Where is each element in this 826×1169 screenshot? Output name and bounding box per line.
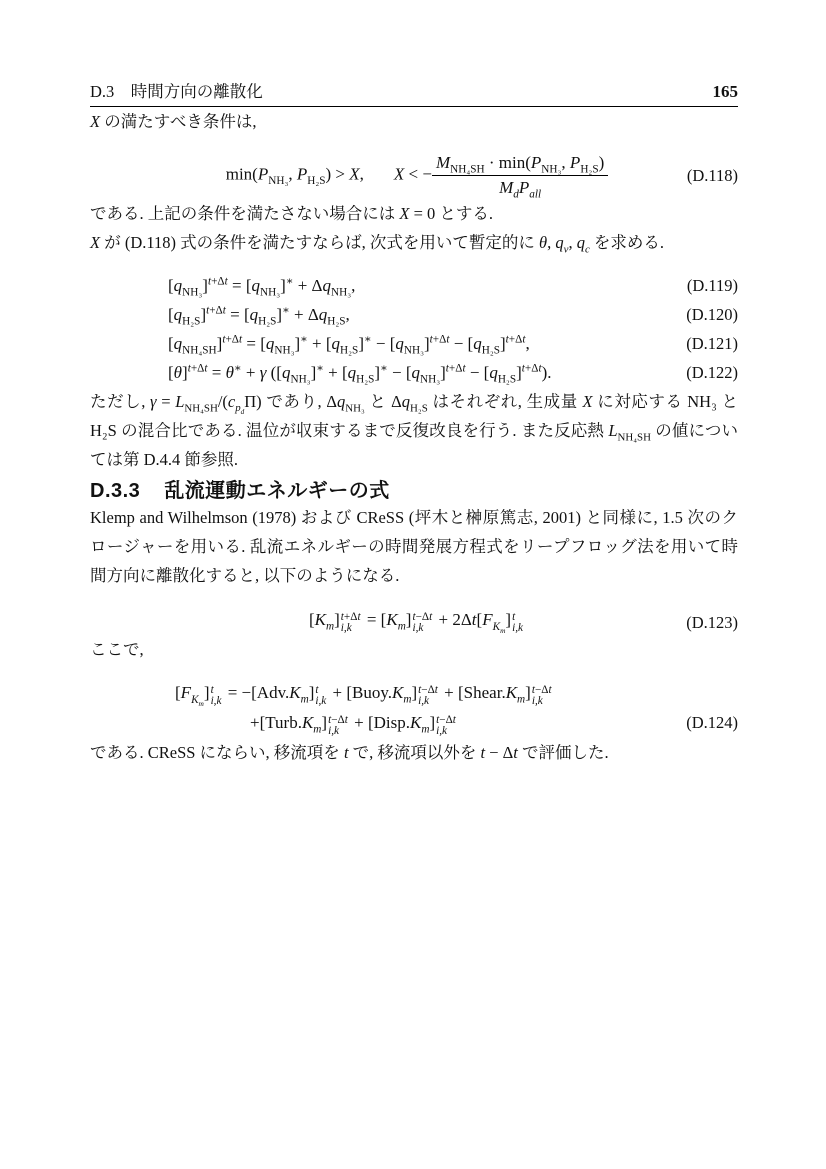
equation-d124-body: [90, 678, 674, 738]
equation-group-d119-d122: [90, 271, 738, 387]
running-head: D.3 時間方向の離散化: [90, 82, 263, 101]
section-number: D.3.3: [90, 480, 141, 503]
equation-d122-body: $[\theta]^{t+\Delta t} = \theta^∗ + \gamma$ $([q_{NH_3}]^∗ + [q_{H_2S}]^∗ - [q_{NH_3}]^{t+\Delta t} - [q_{H_2S}]^{t+\Delta t})$.: [168, 362, 552, 386]
equation-d121: [90, 329, 738, 358]
equation-d120: [90, 300, 738, 329]
equation-d120-number: (D.120): [686, 304, 738, 324]
section-heading: [90, 474, 738, 503]
equation-d124: [90, 678, 738, 738]
equation-d124-number: (D.124): [686, 713, 738, 733]
section-title: 乱流運動エネルギーの式: [164, 480, 390, 503]
paragraph-condition-intro: X の満たすべき条件は,: [90, 112, 257, 131]
equation-d119-body: $[q_{NH_3}]^{t+\Delta t} = [q_{NH_3}]^∗ + \Delta q_{NH_3}$,: [168, 275, 356, 299]
paragraph-evaluation-note: である. CReSS にならい, 移流項を t で, 移流項以外を t − Δt で評価した.: [90, 743, 609, 763]
page-header: [90, 78, 738, 107]
paragraph-here: ここで,: [90, 640, 144, 660]
equation-d119: [90, 271, 738, 300]
equation-d122: [90, 358, 738, 387]
equation-d118: [90, 152, 738, 199]
page-content: [90, 78, 738, 767]
equation-d123-body: $[K_m]$ t+Δt i,k = $[K_m]$ t−Δt i,k + $2\Delta t[F_{K_m}]$ t i,k: [309, 610, 523, 635]
paragraph-closure-intro: Klemp and Wilhelmson (1978) および CReSS (坪木と榊原篤志, 2001) と同様に, 1.5 次のクロージャーを用いる. 乱流エネルギーの時間発展方程式をリープフロッグ法を用いて時間方向に離散化すると, 以下のようになる.: [90, 508, 738, 586]
equation-d124-line1: $[F_{K_m}]$ t i,k = $-[Adv.K_m]$ t i,k + $[Buoy.K_m]$ t−Δt i,k + $[Shear.K_m]$ t−Δt i,k: [175, 683, 552, 708]
equation-d120-body: $[q_{H_2S}]^{t+\Delta t} = [q_{H_2S}]^∗ + \Delta q_{H_2S}$,: [168, 304, 350, 328]
equation-d121-body: $[q_{NH_4SH}]^{t+\Delta t} = [q_{NH_3}]^∗ + [q_{H_2S}]^∗ - [q_{NH_3}]^{t+\Delta t} - [q_{H_2S}]^{t+\Delta t}$,: [168, 333, 530, 357]
equation-d122-number: (D.122): [686, 362, 738, 382]
equation-d123-number: (D.123): [686, 612, 738, 632]
paragraph-provisional-intro: X が (D.118) 式の条件を満たすならば, 次式を用いて暫定的に θ, $q_v$, $q_c$ を求める.: [90, 233, 665, 256]
equation-d118-number: (D.118): [686, 165, 738, 185]
paragraph-gamma-note: ただし, $\gamma = L_{NH_4SH}/(c_{p_d}\Pi)$ であり, $\Delta q_{NH_3}$ と $\Delta q_{H_2S}$ はそれぞれ, 生成量 X に対応する NH₃ と H₂S の混合比である. 温位が収束するまで反復改良を行う. また反応熱 $L_{NH_4SH}$ の値については第 D.4.4 節参照.: [90, 392, 739, 470]
equation-d121-number: (D.121): [686, 333, 738, 353]
equation-d124-line2: $+[Turb.K_m]$ t−Δt i,k + $[Disp.K_m]$ t−Δt i,k: [250, 713, 456, 738]
equation-d119-number: (D.119): [686, 275, 738, 295]
equation-d118-body: $\min(P_{NH_3}$, $P_{H_2S}) > X$, X < − $\frac{M_{NH_4SH} \cdot \min(P_{NH_3}, P_{H_2S})}{M_dP_{all}}$: [90, 152, 674, 199]
equation-d123: [90, 610, 738, 635]
paragraph-condition-else: である. 上記の条件を満たさない場合には X = 0 とする.: [90, 204, 494, 224]
page-number: 165: [712, 82, 738, 101]
